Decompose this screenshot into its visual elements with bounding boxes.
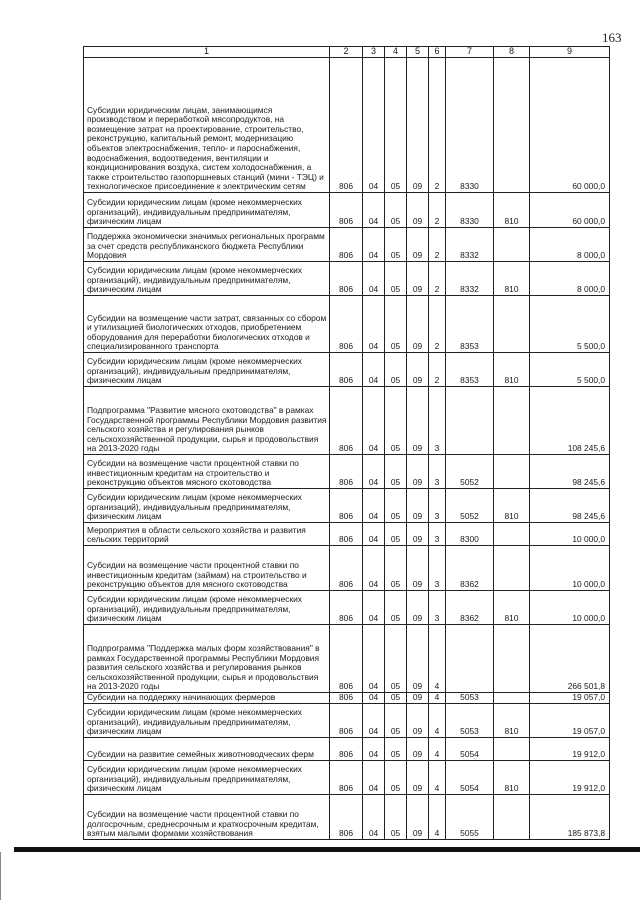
section-code-cell: 04: [363, 523, 385, 546]
ministry-code-cell: 806: [330, 262, 363, 296]
budget-table: [83, 46, 610, 840]
subprogram-code-cell: 4: [429, 693, 446, 704]
program-code-cell: 09: [407, 296, 429, 353]
amount-cell: 5 500,0: [530, 353, 610, 387]
table-row: [84, 761, 610, 795]
section-code-cell: 04: [363, 704, 385, 738]
subprogram-code-cell: 2: [429, 296, 446, 353]
table-row: [84, 625, 610, 693]
amount-cell: 8 000,0: [530, 228, 610, 262]
scan-margin-mark: [0, 852, 9, 900]
row-name-cell: Субсидии на поддержку начинающих фермеров: [84, 693, 330, 704]
row-name-cell: Субсидии на возмещение части затрат, связанных со сбором и утилизацией биологических отходов, приобретением оборудования для переработки биологических отходов и специализированного транспорта: [84, 296, 330, 353]
amount-cell: 108 245,6: [530, 387, 610, 455]
target-item-code-cell: 5054: [446, 738, 494, 761]
amount-cell: 98 245,6: [530, 455, 610, 489]
subsection-code-cell: 05: [385, 693, 407, 704]
subsection-code-cell: 05: [385, 353, 407, 387]
column-header: 3: [363, 47, 385, 58]
table-row: [84, 546, 610, 591]
row-name-cell: Субсидии на развитие семейных животноводческих ферм: [84, 738, 330, 761]
table-body: [84, 58, 610, 840]
table-row: [84, 795, 610, 840]
row-name-cell: Субсидии юридическим лицам (кроме некоммерческих организаций), индивидуальным предпринимателям, физическим лицам: [84, 262, 330, 296]
subprogram-code-cell: 3: [429, 546, 446, 591]
row-name-cell: Субсидии юридическим лицам (кроме некоммерческих организаций), индивидуальным предпринимателям, физическим лицам: [84, 591, 330, 625]
amount-cell: 266 501,8: [530, 625, 610, 693]
expense-type-code-cell: 810: [494, 193, 530, 228]
ministry-code-cell: 806: [330, 523, 363, 546]
amount-cell: 19 912,0: [530, 738, 610, 761]
target-item-code-cell: 8330: [446, 193, 494, 228]
table-row: [84, 353, 610, 387]
expense-type-code-cell: [494, 228, 530, 262]
target-item-code-cell: 8332: [446, 262, 494, 296]
program-code-cell: 09: [407, 387, 429, 455]
program-code-cell: 09: [407, 193, 429, 228]
target-item-code-cell: 8353: [446, 296, 494, 353]
subprogram-code-cell: 4: [429, 738, 446, 761]
table-row: [84, 296, 610, 353]
target-item-code-cell: 5053: [446, 693, 494, 704]
expense-type-code-cell: 810: [494, 489, 530, 523]
expense-type-code-cell: [494, 58, 530, 193]
ministry-code-cell: 806: [330, 546, 363, 591]
program-code-cell: 09: [407, 591, 429, 625]
column-header: 4: [385, 47, 407, 58]
amount-cell: 19 912,0: [530, 761, 610, 795]
ministry-code-cell: 806: [330, 489, 363, 523]
row-name-cell: Субсидии юридическим лицам (кроме некоммерческих организаций), индивидуальным предпринимателям, физическим лицам: [84, 704, 330, 738]
ministry-code-cell: 806: [330, 795, 363, 840]
expense-type-code-cell: [494, 296, 530, 353]
target-item-code-cell: 5052: [446, 489, 494, 523]
section-code-cell: 04: [363, 193, 385, 228]
row-name-cell: Подпрограмма "Поддержка малых форм хозяйствования" в рамках Государственной программы Республики Мордовия развития сельского хозяйства и регулирования рынков сельскохозяйственной продукции, сырья и продовольствия на 2013-2020 годы: [84, 625, 330, 693]
subprogram-code-cell: 3: [429, 489, 446, 523]
program-code-cell: 09: [407, 693, 429, 704]
table-row: [84, 228, 610, 262]
target-item-code-cell: 8300: [446, 523, 494, 546]
table-row: [84, 591, 610, 625]
target-item-code-cell: 5053: [446, 704, 494, 738]
table-row: [84, 738, 610, 761]
subsection-code-cell: 05: [385, 546, 407, 591]
amount-cell: 10 000,0: [530, 546, 610, 591]
section-code-cell: 04: [363, 591, 385, 625]
program-code-cell: 09: [407, 455, 429, 489]
table-row: [84, 489, 610, 523]
target-item-code-cell: 8332: [446, 228, 494, 262]
row-name-cell: Мероприятия в области сельского хозяйства и развития сельских территорий: [84, 523, 330, 546]
target-item-code-cell: 8362: [446, 546, 494, 591]
section-code-cell: 04: [363, 693, 385, 704]
subprogram-code-cell: 3: [429, 455, 446, 489]
program-code-cell: 09: [407, 489, 429, 523]
subprogram-code-cell: 2: [429, 193, 446, 228]
table-row: [84, 455, 610, 489]
program-code-cell: 09: [407, 262, 429, 296]
ministry-code-cell: 806: [330, 296, 363, 353]
expense-type-code-cell: [494, 523, 530, 546]
section-code-cell: 04: [363, 228, 385, 262]
ministry-code-cell: 806: [330, 193, 363, 228]
subsection-code-cell: 05: [385, 795, 407, 840]
page-bottom-edge: [14, 847, 640, 852]
target-item-code-cell: 5052: [446, 455, 494, 489]
table-row: [84, 523, 610, 546]
row-name-cell: Субсидии юридическим лицам (кроме некоммерческих организаций), индивидуальным предпринимателям, физическим лицам: [84, 489, 330, 523]
table-row: [84, 58, 610, 193]
target-item-code-cell: 5054: [446, 761, 494, 795]
section-code-cell: 04: [363, 58, 385, 193]
section-code-cell: 04: [363, 489, 385, 523]
target-item-code-cell: [446, 387, 494, 455]
subsection-code-cell: 05: [385, 262, 407, 296]
ministry-code-cell: 806: [330, 693, 363, 704]
subprogram-code-cell: 3: [429, 387, 446, 455]
program-code-cell: 09: [407, 58, 429, 193]
section-code-cell: 04: [363, 353, 385, 387]
subprogram-code-cell: 2: [429, 262, 446, 296]
column-header: 7: [446, 47, 494, 58]
amount-cell: 98 245,6: [530, 489, 610, 523]
target-item-code-cell: 5055: [446, 795, 494, 840]
subsection-code-cell: 05: [385, 489, 407, 523]
ministry-code-cell: 806: [330, 387, 363, 455]
ministry-code-cell: 806: [330, 591, 363, 625]
ministry-code-cell: 806: [330, 738, 363, 761]
column-header: 8: [494, 47, 530, 58]
subprogram-code-cell: 2: [429, 58, 446, 193]
target-item-code-cell: 8362: [446, 591, 494, 625]
page-number: 163: [602, 30, 622, 45]
row-name-cell: Подпрограмма "Развитие мясного скотоводства" в рамках Государственной программы Республики Мордовия развития сельского хозяйства и регулирования рынков сельскохозяйственной продукции, сырья и продовольствия на 2013-2020 годы: [84, 387, 330, 455]
amount-cell: 60 000,0: [530, 193, 610, 228]
amount-cell: 8 000,0: [530, 262, 610, 296]
subprogram-code-cell: 4: [429, 795, 446, 840]
subprogram-code-cell: 2: [429, 353, 446, 387]
column-header: 5: [407, 47, 429, 58]
target-item-code-cell: 8353: [446, 353, 494, 387]
table-row: [84, 262, 610, 296]
section-code-cell: 04: [363, 262, 385, 296]
section-code-cell: 04: [363, 738, 385, 761]
expense-type-code-cell: 810: [494, 591, 530, 625]
table-row: [84, 193, 610, 228]
expense-type-code-cell: 810: [494, 761, 530, 795]
amount-cell: 19 057,0: [530, 693, 610, 704]
subsection-code-cell: 05: [385, 761, 407, 795]
subprogram-code-cell: 4: [429, 761, 446, 795]
ministry-code-cell: 806: [330, 455, 363, 489]
ministry-code-cell: 806: [330, 58, 363, 193]
expense-type-code-cell: [494, 625, 530, 693]
expense-type-code-cell: [494, 546, 530, 591]
amount-cell: 10 000,0: [530, 523, 610, 546]
section-code-cell: 04: [363, 296, 385, 353]
program-code-cell: 09: [407, 546, 429, 591]
column-header: 6: [429, 47, 446, 58]
program-code-cell: 09: [407, 738, 429, 761]
subsection-code-cell: 05: [385, 58, 407, 193]
row-name-cell: Субсидии юридическим лицам, занимающимся производством и переработкой мясопродуктов, на возмещение затрат на проектирование, строительство, реконструкцию, капитальный ремонт, модернизацию объектов электроснабжения, тепло- и пароснабжения, водоснабжения, водоотведения, вентиляции и кондиционирования воздуха, систем холодоснабжения, а также строительство газопоршневых станций (мини - ТЭЦ) и технологическое присоединение к электрическим сетям: [84, 58, 330, 193]
subsection-code-cell: 05: [385, 455, 407, 489]
ministry-code-cell: 806: [330, 761, 363, 795]
subprogram-code-cell: 3: [429, 523, 446, 546]
subprogram-code-cell: 4: [429, 625, 446, 693]
program-code-cell: 09: [407, 704, 429, 738]
column-header: 9: [530, 47, 610, 58]
subsection-code-cell: 05: [385, 523, 407, 546]
table-row: [84, 387, 610, 455]
subsection-code-cell: 05: [385, 704, 407, 738]
amount-cell: 19 057,0: [530, 704, 610, 738]
subprogram-code-cell: 4: [429, 704, 446, 738]
row-name-cell: Субсидии на возмещение части процентной ставки по инвестиционным кредитам на строительство и реконструкцию объектов мясного скотоводства: [84, 455, 330, 489]
target-item-code-cell: [446, 625, 494, 693]
section-code-cell: 04: [363, 625, 385, 693]
amount-cell: 60 000,0: [530, 58, 610, 193]
section-code-cell: 04: [363, 387, 385, 455]
row-name-cell: Субсидии на возмещение части процентной ставки по долгосрочным, среднесрочным и краткосрочным кредитам, взятым малыми формами хозяйствования: [84, 795, 330, 840]
subsection-code-cell: 05: [385, 738, 407, 761]
row-name-cell: Субсидии юридическим лицам (кроме некоммерческих организаций), индивидуальным предпринимателям, физическим лицам: [84, 193, 330, 228]
amount-cell: 5 500,0: [530, 296, 610, 353]
subprogram-code-cell: 2: [429, 228, 446, 262]
program-code-cell: 09: [407, 625, 429, 693]
table-row: [84, 704, 610, 738]
subsection-code-cell: 05: [385, 387, 407, 455]
program-code-cell: 09: [407, 795, 429, 840]
expense-type-code-cell: 810: [494, 353, 530, 387]
section-code-cell: 04: [363, 546, 385, 591]
program-code-cell: 09: [407, 523, 429, 546]
ministry-code-cell: 806: [330, 228, 363, 262]
row-name-cell: Субсидии юридическим лицам (кроме некоммерческих организаций), индивидуальным предпринимателям, физическим лицам: [84, 353, 330, 387]
expense-type-code-cell: [494, 738, 530, 761]
section-code-cell: 04: [363, 761, 385, 795]
column-header: 1: [84, 47, 330, 58]
subsection-code-cell: 05: [385, 296, 407, 353]
column-header: 2: [330, 47, 363, 58]
expense-type-code-cell: 810: [494, 262, 530, 296]
row-name-cell: Субсидии на возмещение части процентной ставки по инвестиционным кредитам (займам) на строительство и реконструкцию объектов для мясного скотоводства: [84, 546, 330, 591]
target-item-code-cell: 8330: [446, 58, 494, 193]
section-code-cell: 04: [363, 795, 385, 840]
expense-type-code-cell: 810: [494, 704, 530, 738]
row-name-cell: Субсидии юридическим лицам (кроме некоммерческих организаций), индивидуальным предпринимателям, физическим лицам: [84, 761, 330, 795]
subsection-code-cell: 05: [385, 591, 407, 625]
amount-cell: 185 873,8: [530, 795, 610, 840]
row-name-cell: Поддержка экономически значимых региональных программ за счет средств республиканского бюджета Республики Мордовия: [84, 228, 330, 262]
expense-type-code-cell: [494, 693, 530, 704]
program-code-cell: 09: [407, 761, 429, 795]
subsection-code-cell: 05: [385, 193, 407, 228]
table-row: [84, 693, 610, 704]
program-code-cell: 09: [407, 228, 429, 262]
table-header-row: [84, 47, 610, 58]
subsection-code-cell: 05: [385, 625, 407, 693]
ministry-code-cell: 806: [330, 353, 363, 387]
subsection-code-cell: 05: [385, 228, 407, 262]
subprogram-code-cell: 3: [429, 591, 446, 625]
section-code-cell: 04: [363, 455, 385, 489]
expense-type-code-cell: [494, 387, 530, 455]
ministry-code-cell: 806: [330, 625, 363, 693]
ministry-code-cell: 806: [330, 704, 363, 738]
amount-cell: 10 000,0: [530, 591, 610, 625]
program-code-cell: 09: [407, 353, 429, 387]
expense-type-code-cell: [494, 455, 530, 489]
expense-type-code-cell: [494, 795, 530, 840]
